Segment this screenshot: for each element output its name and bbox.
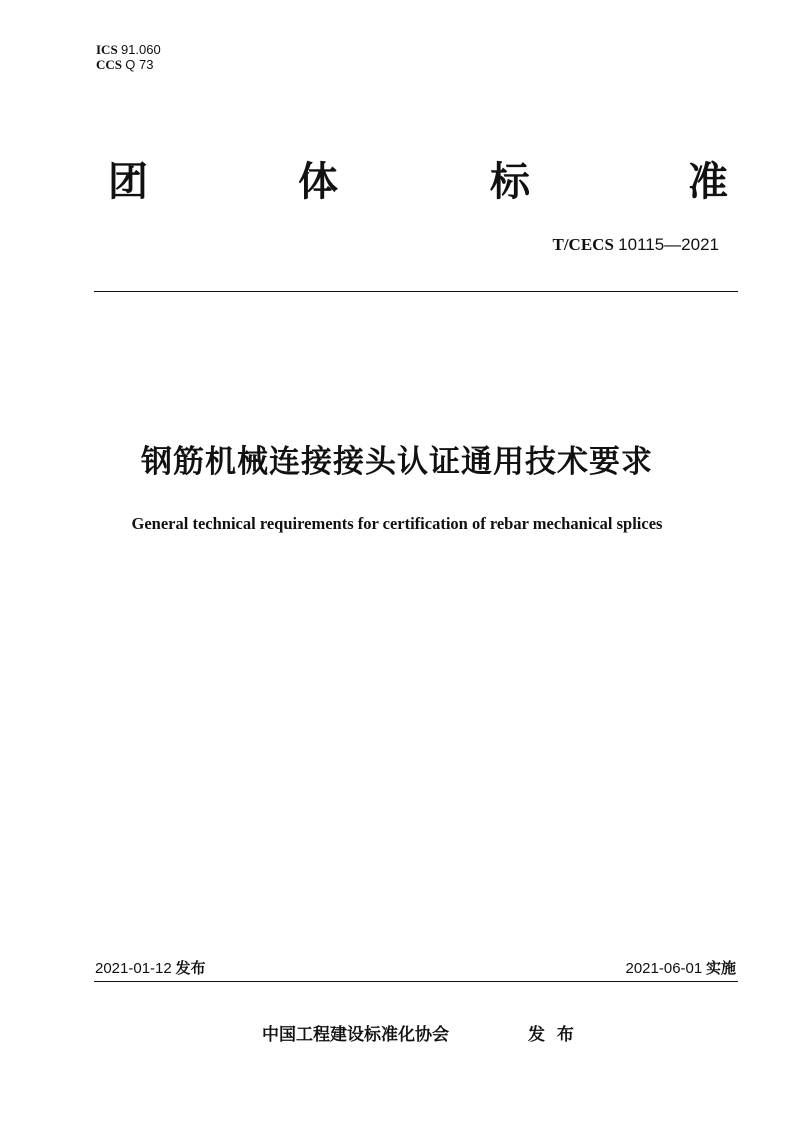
- header-char-2: 体: [298, 159, 338, 205]
- implementation-date-line: [626, 959, 737, 978]
- header-char-1: 团: [108, 159, 148, 205]
- title-chinese: 钢筋机械连接接头认证通用技术要求: [141, 444, 653, 480]
- top-divider: [94, 291, 738, 292]
- standard-prefix: T/CECS: [552, 235, 614, 254]
- implementation-date: 2021-06-01: [625, 960, 703, 977]
- issue-date-line: [95, 959, 206, 978]
- ics-code: 91.060: [120, 42, 161, 57]
- bottom-divider: [94, 981, 738, 982]
- publisher-name: 中国工程建设标准化协会: [262, 1025, 449, 1045]
- issue-word: 发布: [175, 959, 206, 977]
- ccs-prefix: CCS: [96, 57, 123, 72]
- ccs-code: Q 73: [125, 57, 154, 72]
- ics-prefix: ICS: [96, 42, 118, 57]
- standard-number: [552, 235, 719, 255]
- issue-date: 2021-01-12: [95, 960, 172, 977]
- implementation-word: 实施: [705, 959, 736, 977]
- title-english: General technical requirements for certification of rebar mechanical splices: [131, 514, 663, 533]
- header-char-3: 标: [490, 159, 530, 205]
- publish-word: 发 布: [528, 1025, 574, 1045]
- header-char-4: 准: [688, 159, 728, 205]
- ics-classification: [96, 43, 161, 57]
- standard-code: 10115—2021: [618, 235, 719, 254]
- ccs-classification: [96, 58, 153, 72]
